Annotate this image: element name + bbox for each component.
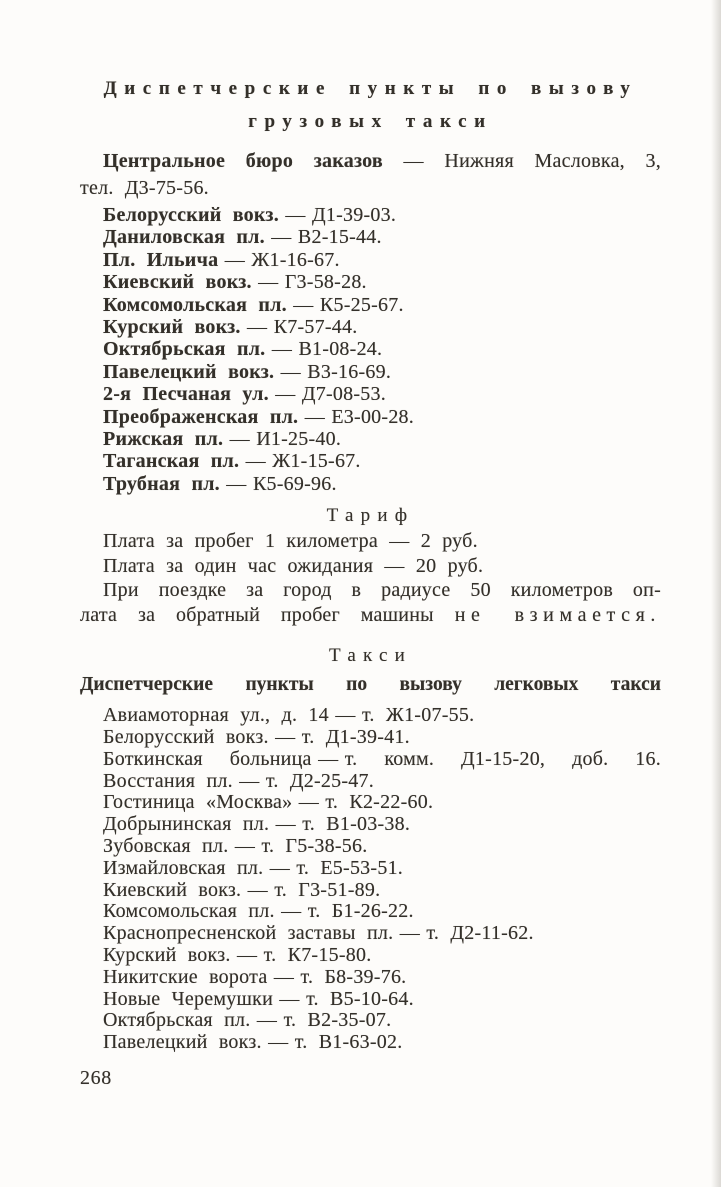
entry-phone: Г3-58-28.	[284, 271, 367, 294]
entry-phone: К5-25-67.	[319, 293, 404, 316]
dash-separator: —	[247, 316, 268, 339]
dash-separator: —	[237, 944, 258, 967]
cargo-dispatch-entry	[80, 338, 661, 360]
entry-location: Октябрьская пл.	[103, 338, 266, 361]
dash-separator: —	[229, 428, 250, 451]
cargo-dispatch-entry	[80, 294, 661, 316]
entry-location: Боткинская больница	[103, 747, 312, 770]
dash-separator: —	[269, 856, 290, 879]
light-taxi-dispatch-entry	[80, 749, 661, 771]
entry-location: Комсомольская пл.	[103, 900, 275, 923]
entry-location: Пл. Ильича	[103, 248, 219, 271]
cargo-dispatch-entry	[80, 361, 661, 383]
entry-location: Октябрьская пл.	[103, 1009, 251, 1032]
entry-phone: т. Б1-26-22.	[307, 900, 414, 923]
taxi-heading: Такси	[328, 645, 413, 667]
cargo-dispatch-entry	[80, 428, 661, 450]
dash-separator: —	[285, 204, 306, 226]
entry-phone: Е3-00-28.	[331, 405, 415, 428]
cargo-dispatch-entry	[80, 383, 661, 405]
entry-phone: Д7-08-53.	[301, 383, 386, 406]
dash-separator: —	[304, 405, 325, 428]
central-bureau-address: — Нижняя Масловка, 3,	[403, 150, 662, 172]
entry-location: Рижская пл.	[103, 428, 224, 451]
tariff-heading: Тариф	[326, 505, 415, 527]
entry-phone: К7-57-44.	[273, 316, 358, 339]
cargo-dispatch-entry	[80, 226, 661, 248]
entry-phone: В2-15-44.	[297, 226, 382, 249]
tariff-line-km: Плата за пробег 1 километра — 2 руб.	[103, 530, 478, 553]
entry-location: Зубовская пл.	[103, 835, 229, 858]
entry-location: 2-я Песчаная ул.	[103, 383, 269, 406]
dash-separator: —	[224, 248, 245, 271]
cargo-dispatch-entry	[80, 406, 661, 428]
entry-phone: В3-16-69.	[307, 360, 392, 383]
dash-separator: —	[318, 747, 339, 770]
entry-location: Авиамоторная ул., д. 14	[103, 704, 329, 727]
central-bureau-name: Центральное бюро заказов	[103, 150, 383, 172]
tariff-line-wait: Плата за один час ожидания — 20 руб.	[103, 554, 484, 577]
light-taxi-dispatch-entry	[80, 880, 661, 902]
dash-separator: —	[226, 472, 247, 495]
entry-location: Курский вокз.	[103, 944, 231, 967]
cargo-dispatch-entry	[80, 271, 661, 293]
dash-separator: —	[335, 704, 356, 727]
dash-separator: —	[399, 922, 420, 945]
tariff-note-line1: При поездке за город в радиусе 50 километров оп-	[103, 579, 661, 602]
light-taxi-dispatch-entry	[80, 705, 661, 727]
tariff-note-emphasis: не взимается.	[454, 603, 662, 626]
light-taxi-dispatch-entry	[80, 901, 661, 923]
entry-phone: т. Ж1-07-55.	[361, 704, 475, 727]
dash-separator: —	[275, 383, 296, 406]
central-bureau-line1	[80, 148, 661, 175]
light-taxi-dispatch-entry	[80, 1032, 661, 1054]
dash-separator: —	[279, 987, 300, 1010]
dash-separator: —	[273, 965, 295, 988]
dash-separator: —	[245, 450, 266, 473]
dash-separator: —	[275, 726, 296, 749]
dash-separator: —	[268, 1031, 289, 1054]
dash-separator: —	[298, 791, 320, 814]
cargo-dispatch-entry	[80, 249, 661, 271]
entry-location: Краснопресненской заставы пл.	[103, 922, 394, 945]
entry-location: Курский вокз.	[103, 316, 241, 339]
entry-phone: т. комм. Д1-15-20, доб. 16.	[344, 747, 661, 770]
entry-phone: т. Г3-51-89.	[274, 878, 381, 901]
entry-phone: т. Д1-39-41.	[301, 726, 410, 749]
entry-phone: Д1-39-03.	[311, 204, 397, 226]
dash-separator: —	[247, 878, 268, 901]
dash-separator: —	[256, 1009, 278, 1032]
entry-phone: К5-69-96.	[252, 472, 337, 495]
entry-location: Белорусский вокз.	[103, 204, 279, 226]
dash-separator: —	[281, 900, 302, 923]
light-taxi-dispatch-entry	[80, 989, 661, 1011]
entry-location: Трубная пл.	[103, 472, 220, 495]
entry-location: Таганская пл.	[103, 450, 240, 473]
dash-separator: —	[258, 271, 279, 294]
scan-edge-shadow	[711, 0, 721, 1187]
tariff-note-line2-start: лата за обратный пробег машины	[80, 603, 434, 626]
entry-location: Добрынинская пл.	[103, 813, 270, 836]
entry-location: Киевский вокз.	[103, 878, 242, 901]
cargo-heading-line1: Диспетчерские пункты по вызову	[103, 78, 638, 99]
entry-phone: т. Б8-39-76.	[300, 965, 407, 988]
light-taxi-dispatch-entry	[80, 967, 661, 989]
light-taxi-dispatch-entry	[80, 836, 661, 858]
cargo-dispatch-entry	[80, 450, 661, 472]
light-taxi-dispatch-entry	[80, 771, 661, 793]
cargo-taxi-section	[80, 72, 661, 495]
dash-separator: —	[275, 813, 296, 836]
entry-phone: В1-08-24.	[298, 338, 383, 361]
entry-location: Киевский вокз.	[103, 271, 252, 294]
entry-phone: т. Е5-53-51.	[296, 856, 404, 879]
dash-separator: —	[293, 293, 314, 316]
tariff-section	[80, 503, 661, 627]
dash-separator: —	[271, 338, 293, 361]
light-taxi-dispatch-entry	[80, 923, 661, 945]
entry-location: Гостиница «Москва»	[103, 791, 293, 814]
light-taxi-dispatch-entry	[80, 945, 661, 967]
cargo-dispatch-entry	[80, 204, 661, 226]
dash-separator: —	[239, 769, 260, 792]
entry-location: Даниловская пл.	[103, 226, 265, 249]
entry-phone: т. В1-63-02.	[294, 1031, 403, 1054]
entry-phone: т. Г5-38-56.	[261, 835, 368, 858]
entry-phone: И1-25-40.	[256, 428, 342, 451]
central-bureau-line2: тел. Д3-75-56.	[80, 177, 209, 199]
cargo-heading-line2: грузовых такси	[248, 111, 493, 132]
entry-phone: Ж1-15-67.	[272, 450, 361, 473]
dash-separator: —	[234, 835, 256, 858]
page-number: 268	[80, 1067, 112, 1090]
light-taxi-dispatch-entry	[80, 814, 661, 836]
cargo-entry-list	[80, 204, 661, 495]
entry-location: Восстания пл.	[103, 769, 233, 792]
entry-location: Комсомольская пл.	[103, 293, 287, 316]
entry-phone: т. В2-35-07.	[283, 1009, 392, 1032]
dash-separator: —	[271, 226, 292, 249]
entry-location: Измайловская пл.	[103, 856, 264, 879]
cargo-dispatch-entry	[80, 316, 661, 338]
light-taxi-dispatch-entry	[80, 727, 661, 749]
light-taxi-entry-list	[80, 705, 661, 1054]
entry-phone: Ж1-16-67.	[251, 248, 340, 271]
entry-phone: т. В5-10-64.	[306, 987, 414, 1010]
entry-phone: т. Д2-11-62.	[426, 922, 534, 945]
light-taxi-section	[80, 643, 661, 1054]
entry-phone: т. К2-22-60.	[325, 791, 434, 814]
cargo-dispatch-entry	[80, 473, 661, 495]
entry-phone: т. Д2-25-47.	[265, 769, 374, 792]
light-taxi-dispatch-entry	[80, 792, 661, 814]
light-taxi-dispatch-entry	[80, 858, 661, 880]
entry-phone: т. К7-15-80.	[263, 944, 372, 967]
dash-separator: —	[280, 360, 301, 383]
entry-location: Павелецкий вокз.	[103, 360, 275, 383]
cargo-section-heading	[80, 72, 661, 138]
tariff-note-line2	[80, 603, 661, 628]
light-taxi-dispatch-entry	[80, 1010, 661, 1032]
taxi-subheading: Диспетчерские пункты по вызову легковых такси	[80, 674, 661, 696]
entry-location: Преображенская пл.	[103, 405, 299, 428]
entry-location: Белорусский вокз.	[103, 726, 269, 749]
entry-location: Павелецкий вокз.	[103, 1031, 262, 1054]
entry-phone: т. В1-03-38.	[302, 813, 411, 836]
entry-location: Никитские ворота	[103, 965, 268, 988]
entry-location: Новые Черемушки	[103, 987, 274, 1010]
